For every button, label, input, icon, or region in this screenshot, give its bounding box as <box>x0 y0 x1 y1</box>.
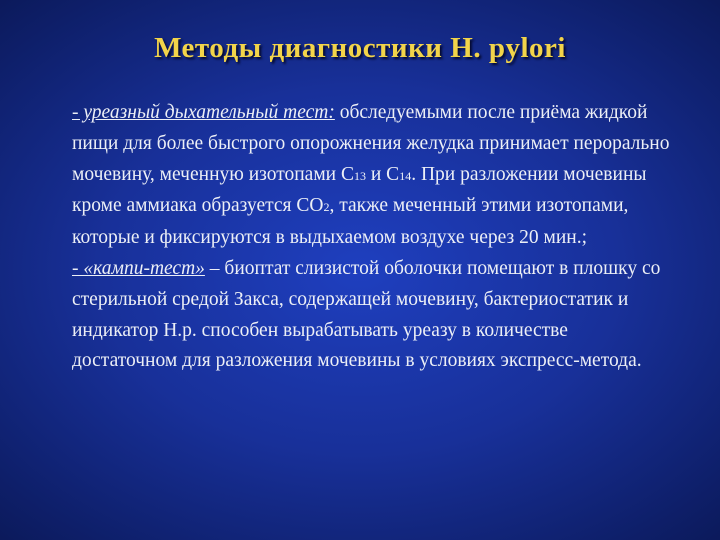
formula-subscript: 2 <box>323 200 330 215</box>
paragraph-text: и C <box>366 163 400 185</box>
campy-test-paragraph <box>72 254 672 377</box>
isotope-subscript: 14 <box>399 168 412 183</box>
paragraph-text: , также меченный этими изотопами, которые и фиксируются в выдыхаемом воздухе через 20 мин.; <box>72 195 629 249</box>
paragraph-text: обследуемыми после приёма жидкой пищи для более быстрого опорожнения желудка принимает перорально мочевину, меченную изотопами C <box>72 102 670 185</box>
slide-body <box>72 98 672 377</box>
campy-test-label: - «кампи-тест» <box>72 257 205 279</box>
slide-title: Методы диагностики H. pylori <box>154 32 566 64</box>
urease-breath-test-label: - уреазный дыхательный тест: <box>72 102 335 123</box>
isotope-subscript: 13 <box>354 168 366 183</box>
paragraph-text: – биоптат слизистой оболочки помещают в плошку со стерильной средой Закса, содержащей мочевину, бактериостатик и индикатор H.p. способен вырабатывать уреазу в количестве достаточном для разложения мочевины в условиях экспресс-метода. <box>72 257 661 372</box>
urease-breath-test-paragraph <box>72 98 672 254</box>
paragraph-text: . При разложении мочевины кроме аммиака образуется CO <box>72 163 647 217</box>
